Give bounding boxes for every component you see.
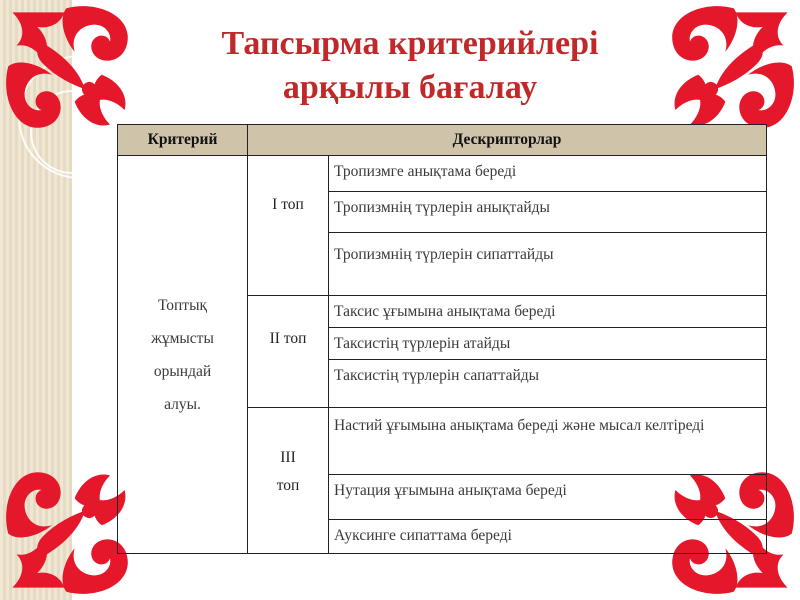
- descriptor-cell: Таксис ұғымына анықтама береді: [329, 296, 767, 328]
- criterion-line: орындай: [153, 362, 212, 380]
- descriptor-cell: Таксистің түрлерін сапаттайды: [329, 360, 767, 408]
- descriptor-cell: Ауксинге сипаттама береді: [329, 520, 767, 554]
- descriptor-cell: Тропизмнің түрлерін анықтайды: [329, 192, 767, 233]
- ornament-top-left: [2, 2, 137, 137]
- criteria-table: [117, 124, 767, 554]
- table-row: [118, 156, 767, 192]
- descriptor-cell: Настий ұғымына анықтама береді және мысал келтіреді: [329, 408, 767, 475]
- table-header-row: [118, 125, 767, 156]
- group-2-label: ІІ топ: [248, 296, 329, 408]
- descriptor-cell: Тропизмнің түрлерін сипаттайды: [329, 233, 767, 296]
- title-line-2: арқылы бағалау: [282, 69, 538, 106]
- group-1-label: І топ: [248, 156, 329, 296]
- group-3-label: [248, 408, 329, 554]
- group-3-label-line: ІІІ: [280, 449, 296, 466]
- page-title: [130, 22, 690, 110]
- header-descriptors: Дескрипторлар: [248, 125, 767, 156]
- group-3-label-line: топ: [276, 477, 300, 494]
- criterion-line: Топтық: [157, 296, 208, 314]
- criterion-cell: [118, 156, 248, 554]
- header-criterion: Критерий: [118, 125, 248, 156]
- descriptor-cell: Тропизмге анықтама береді: [329, 156, 767, 192]
- descriptor-cell: Таксистің түрлерін атайды: [329, 328, 767, 360]
- title-line-1: Тапсырма критерийлері: [221, 25, 599, 62]
- criterion-line: жұмысты: [151, 329, 214, 347]
- criterion-line: алуы.: [164, 395, 201, 413]
- descriptor-cell: Нутация ұғымына анықтама береді: [329, 475, 767, 520]
